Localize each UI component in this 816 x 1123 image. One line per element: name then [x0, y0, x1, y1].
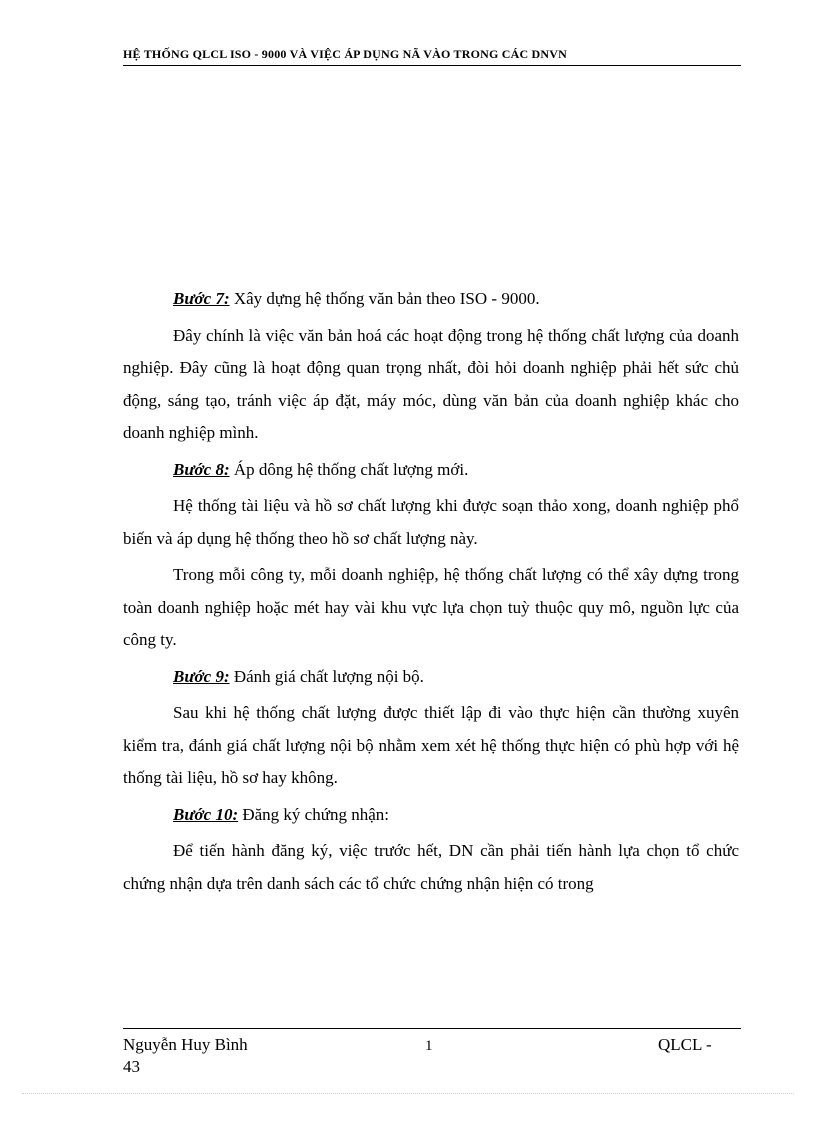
document-body: [123, 283, 739, 904]
step-9-heading: [123, 661, 739, 694]
paragraph-4: Sau khi hệ thống chất lượng được thiết lập đi vào thực hiện cần thường xuyên kiểm tra, đánh giá chất lượng nội bộ nhằm xem xét hệ thống thực hiện có phù hợp với hệ thống tài liệu, hồ sơ hay không.: [123, 703, 739, 787]
header-divider: [123, 65, 741, 66]
paragraph-5: Để tiến hành đăng ký, việc trước hết, DN cần phải tiến hành lựa chọn tổ chức chứng nhận dựa trên danh sách các tổ chức chứng nhận hiện có trong: [123, 841, 739, 893]
step-9-label: Bước 9:: [173, 666, 230, 686]
author-line-2: 43: [123, 1057, 140, 1076]
step-8-label: Bước 8:: [173, 459, 230, 479]
paragraph-3: Trong mỗi công ty, mỗi doanh nghiệp, hệ thống chất lượng có thể xây dựng trong toàn doanh nghiệp hoặc mét hay vài khu vực lựa chọn tuỳ thuộc quy mô, nguồn lực của công ty.: [123, 565, 739, 649]
footer-class-code: QLCL -: [658, 1035, 712, 1054]
page-number: 1: [425, 1038, 433, 1054]
step-8-heading: [123, 454, 739, 487]
step-7-text: Xây dựng hệ thống văn bản theo ISO - 9000.: [229, 289, 540, 308]
step-8-text: Áp dông hệ thống chất lượng mới.: [229, 459, 469, 479]
step-10-heading: [123, 799, 739, 832]
step-10-label: Bước 10:: [173, 804, 239, 824]
paragraph-1: Đây chính là việc văn bản hoá các hoạt động trong hệ thống chất lượng của doanh nghiệp. Đây cũng là hoạt động quan trọng nhất, đòi hỏi doanh nghiệp phải hết sức chủ động, sáng tạo, tránh việc áp đặt, máy móc, dùng văn bản của doanh nghiệp khác cho doanh nghiệp mình.: [123, 325, 739, 442]
step-7-heading: [123, 283, 739, 316]
running-header: HỆ THỐNG QLCL ISO - 9000 VÀ VIỆC ÁP DỤNG NÃ VÀO TRONG CÁC DNVN: [123, 47, 568, 61]
footer-author: [123, 1034, 303, 1078]
step-7-label: Bước 7:: [173, 289, 230, 308]
step-10-text: Đăng ký chứng nhận:: [238, 804, 389, 824]
footer-divider: [123, 1028, 741, 1029]
paragraph-2: Hệ thống tài liệu và hồ sơ chất lượng khi được soạn thảo xong, doanh nghiệp phổ biến và áp dụng hệ thống theo hồ sơ chất lượng này.: [123, 496, 739, 548]
page-boundary-line: [22, 1093, 794, 1094]
author-name: Nguyễn Huy Bình: [123, 1035, 248, 1054]
step-9-text: Đánh giá chất lượng nội bộ.: [229, 666, 424, 686]
